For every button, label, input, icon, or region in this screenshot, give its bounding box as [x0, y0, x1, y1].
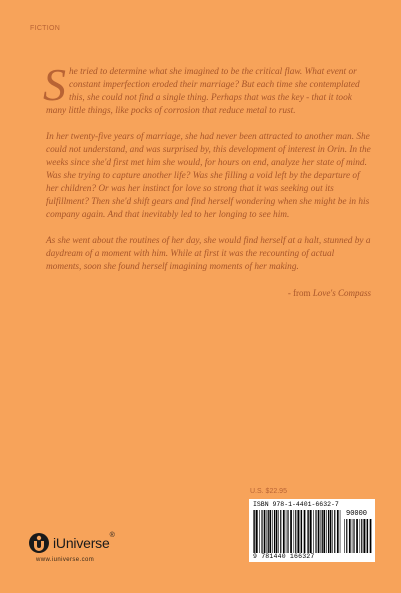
excerpt-paragraph-3: As she went about the routines of her day, she would find herself at a halt, stunned by a daydream of a moment with him. While at first it was the recounting of actual moments, soon she found herself imagining moments of her making. — [46, 236, 371, 272]
barcode-addon-bars — [344, 519, 372, 553]
back-cover-excerpt — [43, 59, 371, 313]
price-label: U.S. $22.95 — [250, 488, 287, 495]
iuniverse-logo-icon — [28, 532, 50, 554]
isbn-text: ISBN 978-1-4401-6632-7 — [253, 501, 339, 508]
attribution-book-title: Love's Compass — [312, 288, 371, 298]
excerpt-paragraph-2: In her twenty-five years of marriage, she had never been attracted to another man. She could not understand, and was surprised by, this development of interest in Orin. In the weeks since she'd first met him she would, for hours on end, analyze her state of mind. Was she trying to capture another life? Was she filling a void left by the departure of her children? Or was her instinct for love so strong that it was seeking out its fulfillment? Then she'd shift gears and find herself wondering when she might be in his company again. And that inevitably led to her longing to see him. — [46, 132, 371, 220]
publisher-url: www.iuniverse.com — [36, 557, 95, 563]
isbn-barcode — [249, 499, 375, 562]
excerpt-attribution — [46, 287, 371, 300]
barcode-number: 9 781440 166327 — [253, 553, 315, 560]
excerpt-paragraph-1 — [43, 59, 371, 118]
barcode-main-bars — [253, 510, 341, 553]
genre-label: FICTION — [30, 25, 61, 32]
registered-mark: ® — [109, 532, 115, 539]
publisher-name: iUniverse — [53, 535, 110, 551]
drop-cap: S — [43, 59, 66, 110]
attribution-prefix: - from — [287, 288, 313, 298]
publisher-logo — [28, 532, 115, 554]
barcode-addon-number: 90000 — [346, 510, 368, 518]
excerpt-paragraph-1-text: he tried to determine what she imagined to be the critical flaw. What event or constant imperfection eroded their marriage? But each time she contemplated this, she could not find a single thing. Perhaps that was the key - that it took many little things, like pocks of corrosion that reduce metal to rust. — [46, 67, 360, 116]
